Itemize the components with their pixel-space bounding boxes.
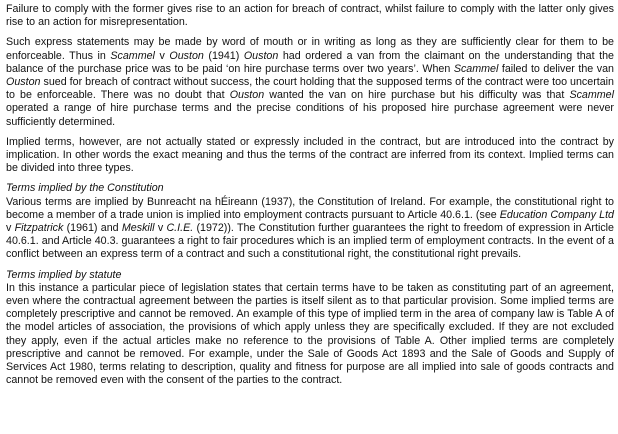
- heading-terms-constitution: Terms implied by the Constitution: [6, 182, 164, 195]
- paragraph-constitution: [6, 196, 614, 262]
- text-segment: v: [154, 222, 167, 235]
- paragraph-express-statements: [6, 36, 614, 128]
- text-segment: (1941): [203, 49, 244, 62]
- case-reference: Ouston: [243, 49, 279, 62]
- case-reference: Scammel: [453, 62, 499, 75]
- text-segment: failed to deliver the van: [498, 62, 615, 75]
- paragraph-statute: In this instance a particular piece of legislation states that certain terms have to be taken as constituting part of an agreement, even where the contractual agreement between the parties is itself silent as to that particular provision. Some implied terms are completely prescriptive and cannot be removed. An example of this type of implied term in the area of company law is Table A of the model articles of association, the provisions of which apply unless they are specifically excluded. If they are not excluded they apply, even if the actual articles make no reference to the provisions of Table A. Other implied terms are completely prescriptive and cannot be removed. For example, under the Sale of Goods Act 1893 and the Sale of Goods and Supply of Services Act 1980, terms relating to description, quality and fitness for purpose are all implied into sale of goods contracts and cannot be removed even with the consent of the parties to the contract.: [6, 281, 614, 387]
- text-segment: (1972)). The Constitution further guarantees the right to freedom of expression in Article 40.6.1. and Article 40.3. guarantees a right to fair procedures which is an implied term of employment contracts. In the event of a conflict between an express term of a contract and such a constitutional right, the constitutional right prevails.: [6, 222, 614, 261]
- case-reference: Scammel: [569, 89, 614, 102]
- text-segment: (1961) and: [63, 222, 122, 235]
- text-segment: Various terms are implied by Bunreacht na hÉireann (1937), the Constitution of Ireland. For example, the constitutional right to become a member of a trade union is implied into employment contracts pursuant to Article 40.6.1. (see: [6, 195, 614, 221]
- text-segment: had ordered a van from the claimant on the understanding that the balance of the purchase price was to be paid ‘on hire purchase terms over two years’. When: [6, 49, 614, 75]
- case-name: Education Company Ltd: [499, 208, 614, 221]
- paragraph-implied-terms: Implied terms, however, are not actually stated or expressly included in the contract, but are introduced into the contract by implication. In other words the exact meaning and thus the terms of the contract are inferred from its context. Implied terms can be divided into three types.: [6, 135, 614, 175]
- case-name: Scammel: [110, 49, 155, 62]
- case-reference: Ouston: [6, 76, 41, 89]
- text-segment: v: [154, 49, 170, 62]
- case-reference: Ouston: [229, 89, 265, 102]
- text-segment: Such express statements may be made by word of mouth or in writing as long as they are sufficiently clear for them to be enforceable. Thus in: [6, 36, 614, 62]
- text-segment: operated a range of hire purchase terms and the precise conditions of his proposed hire purchase agreement were never sufficiently determined.: [6, 102, 614, 128]
- paragraph-misrepresentation: Failure to comply with the former gives rise to an action for breach of contract, whilst failure to comply with the latter only gives rise to an action for misrepresentation.: [6, 3, 614, 29]
- case-name: Meskill: [121, 222, 155, 235]
- heading-terms-statute: Terms implied by statute: [6, 268, 122, 281]
- text-segment: wanted the van on hire purchase but his difficulty was that: [264, 89, 570, 102]
- case-name: C.I.E.: [166, 222, 194, 235]
- case-name: Fitzpatrick: [14, 222, 64, 235]
- text-segment: v: [6, 222, 15, 235]
- text-segment: sued for breach of contract without success, the court holding that the supposed terms of the contract were too uncertain to be enforceable. There was no doubt that: [6, 76, 614, 102]
- case-name: Ouston: [169, 49, 204, 62]
